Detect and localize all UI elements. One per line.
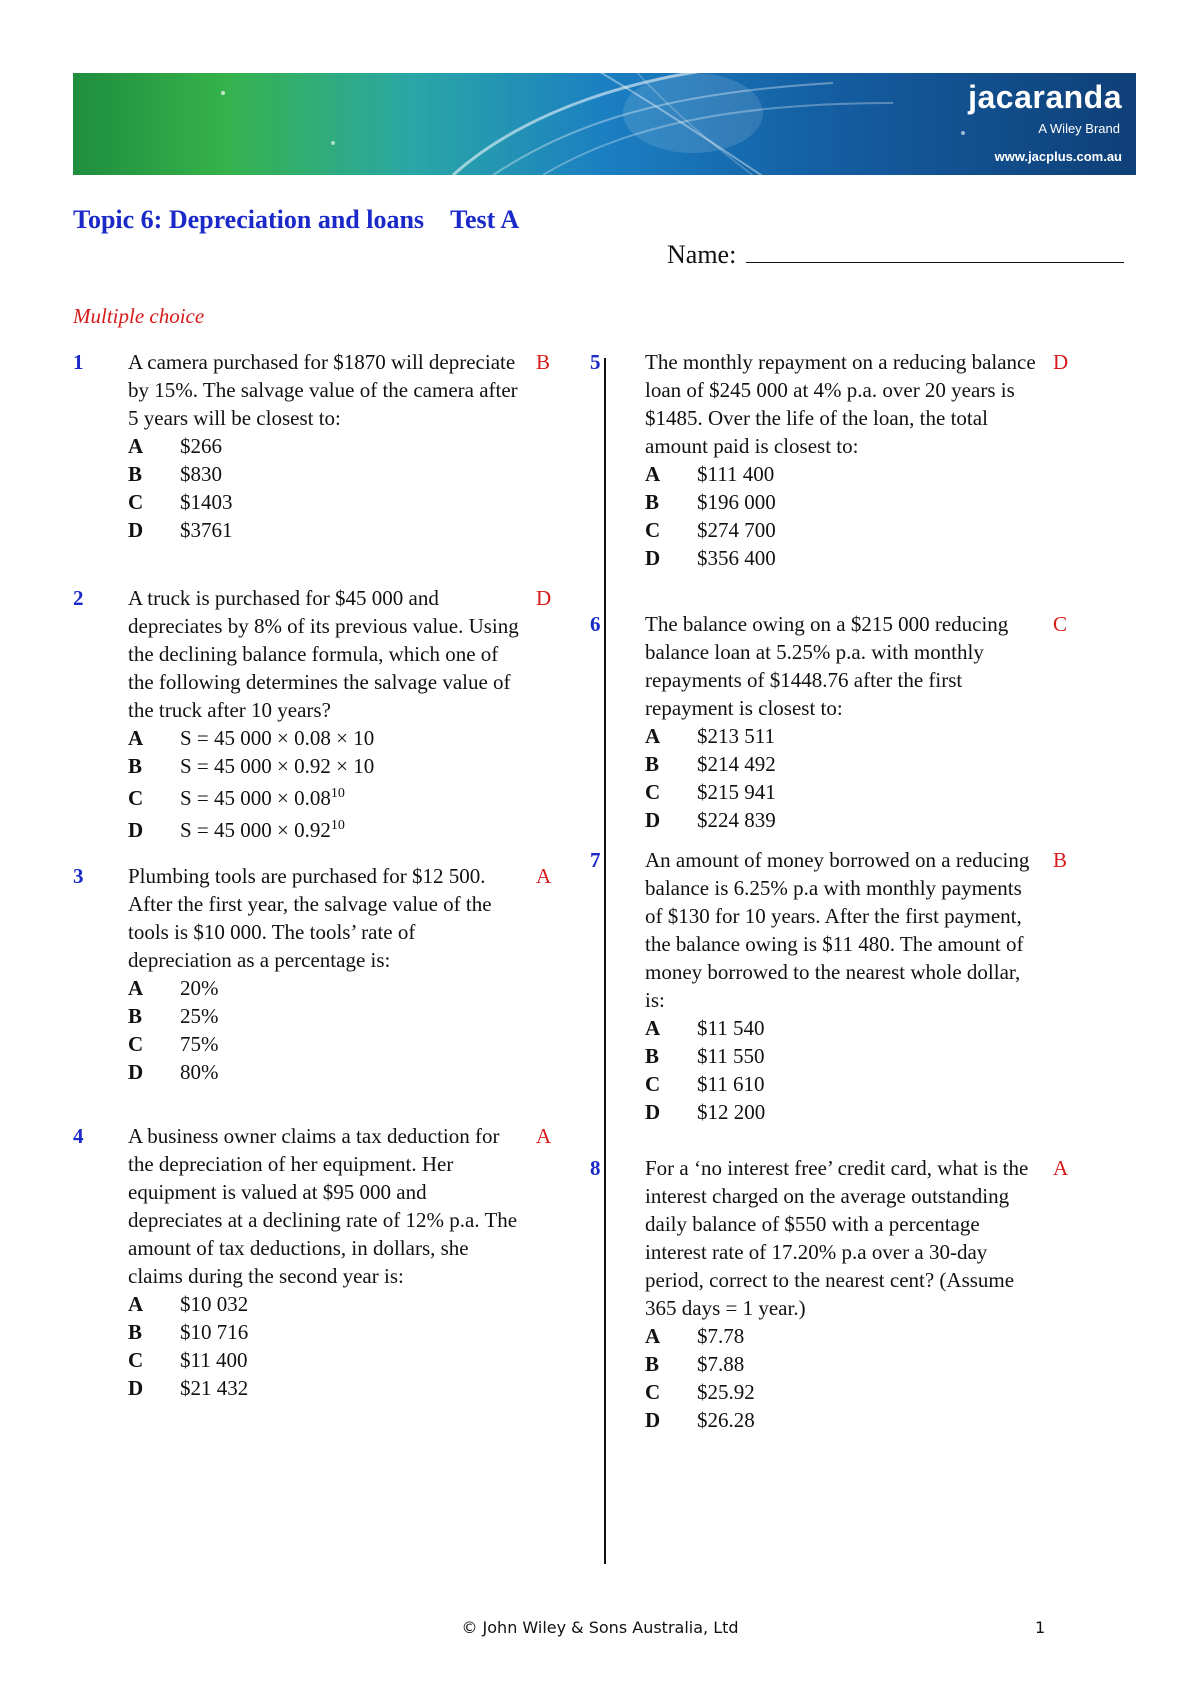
column-divider [604,358,606,1564]
question-body [128,862,523,1086]
question-body [128,1122,523,1402]
answer-option[interactable] [128,1002,523,1030]
option-text: $11 610 [697,1072,765,1096]
option-letter: B [128,1320,143,1344]
option-letter: D [645,1408,661,1432]
question-body [128,348,523,544]
question-stem: Plumbing tools are purchased for $12 500. After the first year, the salvage value of the tools is $10 000. The tools’ rate of depreciation as a percentage is: [128,864,492,972]
question-number: 8 [590,1156,601,1180]
answer-option[interactable] [128,460,523,488]
answer-key: D [536,586,552,610]
option-letter: B [128,462,143,486]
option-letter: A [645,1016,661,1040]
option-text: 20% [180,976,219,1000]
option-text: 75% [180,1032,219,1056]
answer-option[interactable] [645,1378,1040,1406]
answer-option[interactable] [128,1346,523,1374]
option-text: $10 032 [180,1292,249,1316]
answer-option[interactable] [645,516,1040,544]
answer-option[interactable] [128,1030,523,1058]
option-letter: D [128,818,144,842]
option-letter: B [645,490,660,514]
option-text: $830 [180,462,222,486]
question-stem: An amount of money borrowed on a reducing balance is 6.25% p.a with monthly payments of $130 for 10 years. After the first payment, the balance owing is $11 480. The amount of money borrowed to the nearest whole dollar, is: [645,848,1030,1012]
question-number: 4 [73,1124,84,1148]
question-body [128,584,523,844]
answer-option[interactable] [645,1070,1040,1098]
question-stem: For a ‘no interest free’ credit card, what is the interest charged on the average outstanding daily balance of $550 with a percentage interest rate of 17.20% p.a over a 30-day period, correct to the nearest cent? (Assume 365 days = 1 year.) [645,1156,1029,1320]
option-text: $215 941 [697,780,776,804]
option-letter: B [645,1044,660,1068]
answer-option[interactable] [645,460,1040,488]
answer-option[interactable] [645,1042,1040,1070]
option-text: S = 45 000 × 0.92 [180,818,331,842]
answer-option[interactable] [645,1098,1040,1126]
page-number: 1 [1035,1618,1046,1637]
option-letter: D [645,1100,661,1124]
answer-option[interactable] [645,1350,1040,1378]
option-letter: C [128,1032,144,1056]
option-text: $111 400 [697,462,775,486]
answer-option[interactable] [645,750,1040,778]
option-letter: B [645,1352,660,1376]
option-text: $213 511 [697,724,775,748]
question-stem: A business owner claims a tax deduction for the depreciation of her equipment. Her equipment is valued at $95 000 and depreciates at a declining rate of 12% p.a. The amount of tax deductions, in dollars, she claims during the second year is: [128,1124,518,1288]
answer-option[interactable] [645,1014,1040,1042]
option-letter: C [645,1072,661,1096]
answer-option[interactable] [645,722,1040,750]
option-text: $21 432 [180,1376,249,1400]
question-body [645,610,1040,834]
option-letter: D [128,1060,144,1084]
option-text: $7.88 [697,1352,745,1376]
name-label: Name: [667,240,737,269]
option-letter: A [128,976,144,1000]
answer-option[interactable] [128,780,523,812]
option-letter: C [128,786,144,810]
option-exponent: 10 [330,786,345,801]
answer-key: A [536,1124,552,1148]
option-letter: D [128,1376,144,1400]
question-number: 5 [590,350,601,374]
option-text: S = 45 000 × 0.08 × 10 [180,726,375,750]
topic-title: Topic 6: Depreciation and loans [73,205,425,234]
answer-key: D [1053,350,1069,374]
name-blank-line[interactable] [746,238,1124,263]
footer-copyright: © John Wiley & Sons Australia, Ltd [461,1618,739,1637]
answer-option[interactable] [645,1406,1040,1434]
question-stem: The balance owing on a $215 000 reducing balance loan at 5.25% p.a. with monthly repayments of $1448.76 after the first repayment is closest to: [645,612,1009,720]
question-number: 2 [73,586,84,610]
option-text: $11 540 [697,1016,765,1040]
brand-logo-text: jacaranda [968,79,1122,115]
option-letter: A [128,434,144,458]
answer-option[interactable] [128,432,523,460]
option-text: $214 492 [697,752,776,776]
option-letter: A [645,1324,661,1348]
option-text: $25.92 [697,1380,755,1404]
option-exponent: 10 [330,818,345,833]
answer-key: C [1053,612,1068,636]
answer-key: A [536,864,552,888]
answer-option[interactable] [645,1322,1040,1350]
question-stem: The monthly repayment on a reducing balance loan of $245 000 at 4% p.a. over 20 years is $1485. Over the life of the loan, the total amount paid is closest to: [645,350,1036,458]
question-number: 7 [590,848,601,872]
option-text: $356 400 [697,546,776,570]
option-letter: B [128,754,143,778]
option-letter: A [128,726,144,750]
answer-option[interactable] [128,752,523,780]
option-letter: B [645,752,660,776]
option-text: $7.78 [697,1324,745,1348]
option-text: 25% [180,1004,219,1028]
option-text: $224 839 [697,808,776,832]
answer-option[interactable] [128,1290,523,1318]
answer-option[interactable] [128,488,523,516]
answer-option[interactable] [128,1374,523,1402]
question-number: 6 [590,612,601,636]
answer-option[interactable] [128,516,523,544]
answer-option[interactable] [128,724,523,752]
question-number: 1 [73,350,84,374]
answer-key: A [1053,1156,1069,1180]
answer-option[interactable] [645,544,1040,572]
question-stem: A camera purchased for $1870 will depreciate by 15%. The salvage value of the camera after 5 years will be closest to: [128,350,518,430]
answer-option[interactable] [645,778,1040,806]
name-field[interactable] [667,238,1124,270]
option-letter: D [645,546,661,570]
option-letter: C [128,1348,144,1372]
answer-key: B [536,350,551,374]
answer-option[interactable] [645,806,1040,834]
option-text: $11 550 [697,1044,765,1068]
option-letter: C [128,490,144,514]
option-text: $11 400 [180,1348,248,1372]
option-letter: A [645,462,661,486]
brand-url[interactable]: www.jacplus.com.au [994,149,1122,164]
brand-tagline: A Wiley Brand [1038,121,1120,136]
option-text: $274 700 [697,518,776,542]
option-text: S = 45 000 × 0.92 × 10 [180,754,375,778]
option-text: $12 200 [697,1100,766,1124]
answer-option[interactable] [128,1058,523,1086]
test-label: Test A [450,205,520,234]
option-text: 80% [180,1060,219,1084]
option-text: $266 [180,434,222,458]
option-text: S = 45 000 × 0.08 [180,786,331,810]
answer-option[interactable] [128,974,523,1002]
header-banner [73,73,1136,175]
option-text: $3761 [180,518,233,542]
option-letter: C [645,1380,661,1404]
question-number: 3 [73,864,84,888]
option-text: $10 716 [180,1320,249,1344]
answer-option[interactable] [128,812,523,844]
question-stem: A truck is purchased for $45 000 and depreciates by 8% of its previous value. Using the declining balance formula, which one of the following determines the salvage value of the truck after 10 years? [128,586,519,722]
option-text: $196 000 [697,490,776,514]
answer-key: B [1053,848,1068,872]
answer-option[interactable] [645,488,1040,516]
question-body [645,1154,1040,1434]
option-letter: C [645,518,661,542]
option-letter: B [128,1004,143,1028]
option-letter: D [645,808,661,832]
section-heading: Multiple choice [73,304,205,328]
option-text: $1403 [180,490,233,514]
option-letter: C [645,780,661,804]
option-letter: D [128,518,144,542]
option-text: $26.28 [697,1408,755,1432]
option-letter: A [645,724,661,748]
page-title [73,205,519,235]
question-body [645,348,1040,572]
answer-option[interactable] [128,1318,523,1346]
question-body [645,846,1040,1126]
option-letter: A [128,1292,144,1316]
